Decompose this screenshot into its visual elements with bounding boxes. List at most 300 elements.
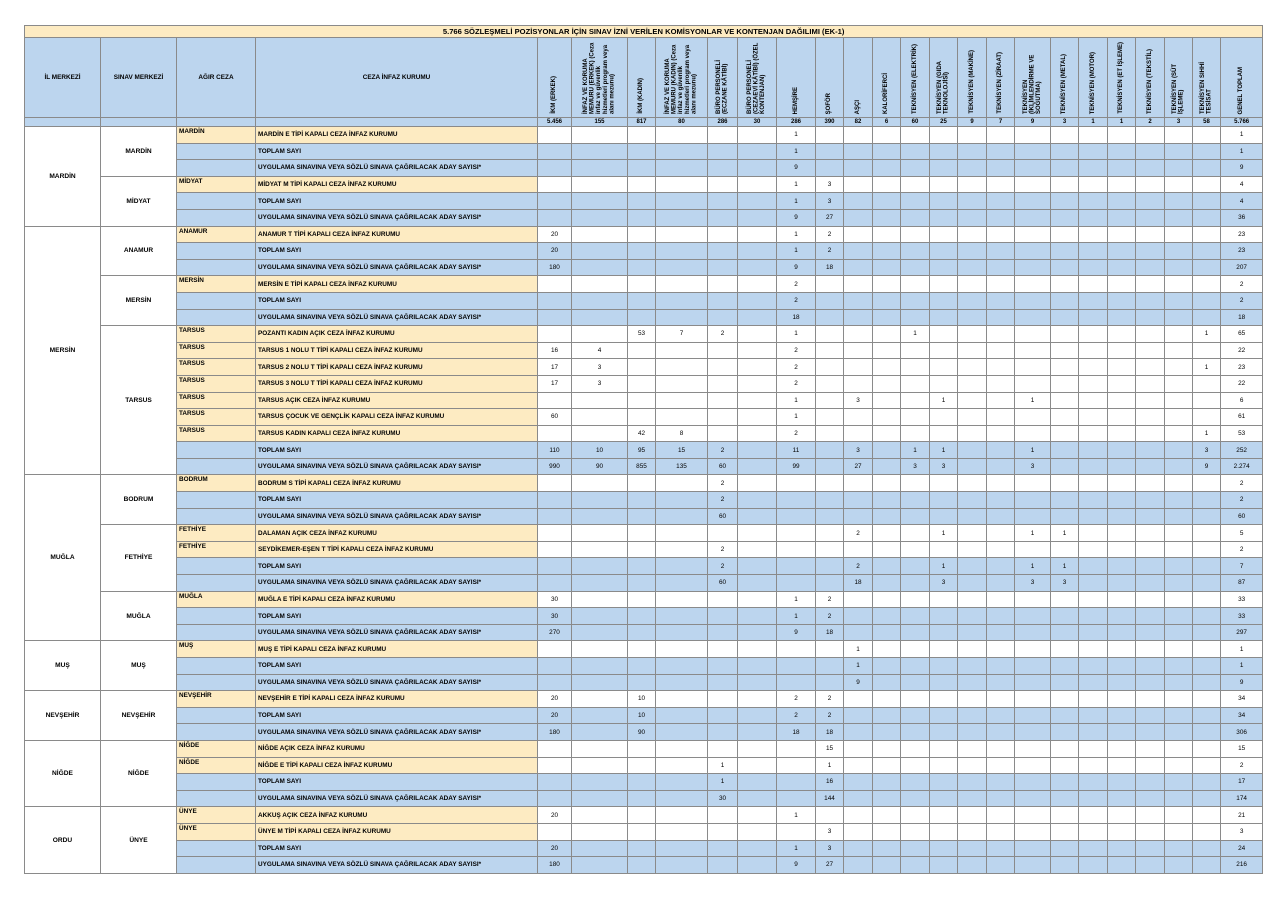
value-cell bbox=[1015, 757, 1051, 774]
value-cell bbox=[816, 492, 844, 509]
institution-name: MERSİN E TİPİ KAPALI CEZA İNFAZ KURUMU bbox=[256, 276, 538, 293]
value-cell bbox=[930, 774, 958, 791]
value-cell bbox=[538, 127, 572, 144]
value-cell bbox=[1193, 375, 1221, 392]
value-cell bbox=[930, 425, 958, 442]
value-cell bbox=[1165, 276, 1193, 293]
value-cell bbox=[958, 392, 987, 409]
quota-total-cell: 25 bbox=[930, 118, 958, 127]
value-cell bbox=[1193, 193, 1221, 210]
value-cell bbox=[1079, 840, 1108, 857]
value-cell bbox=[1051, 243, 1079, 260]
value-cell bbox=[708, 823, 738, 840]
value-cell bbox=[1015, 674, 1051, 691]
header-position-label: TEKNİSYEN (GIDA TEKNOLOJİSİ) bbox=[936, 61, 950, 114]
value-cell bbox=[708, 176, 738, 193]
value-cell bbox=[656, 823, 708, 840]
value-cell bbox=[1193, 823, 1221, 840]
value-cell bbox=[538, 790, 572, 807]
value-cell: 1 bbox=[901, 442, 930, 459]
value-cell: 3 bbox=[930, 575, 958, 592]
value-cell bbox=[1079, 143, 1108, 160]
value-cell bbox=[1051, 541, 1079, 558]
value-cell bbox=[1136, 807, 1165, 824]
value-cell bbox=[958, 160, 987, 177]
agir-ceza-cell: NEVŞEHİR bbox=[177, 691, 256, 708]
value-cell: 1 bbox=[1221, 143, 1263, 160]
value-cell bbox=[1051, 492, 1079, 509]
value-cell: 2 bbox=[816, 226, 844, 243]
value-cell: 90 bbox=[628, 724, 656, 741]
total-row bbox=[25, 608, 1263, 625]
value-cell bbox=[1079, 757, 1108, 774]
value-cell: 3 bbox=[572, 375, 628, 392]
value-cell: 18 bbox=[777, 724, 816, 741]
value-cell bbox=[656, 276, 708, 293]
quota-total-cell: 1 bbox=[1108, 118, 1136, 127]
value-cell bbox=[1051, 392, 1079, 409]
header-position-label: BÜRO PERSONELİ (CEZAEVİ KÂTİBİ) (ÖZEL KONTENJAN) bbox=[747, 42, 767, 114]
quota-total-cell: 60 bbox=[901, 118, 930, 127]
il-merkezi-cell: MUĞLA bbox=[25, 475, 101, 641]
value-cell bbox=[1015, 658, 1051, 675]
value-cell bbox=[987, 425, 1015, 442]
value-cell bbox=[1108, 425, 1136, 442]
institution-row bbox=[25, 375, 1263, 392]
value-cell bbox=[1015, 342, 1051, 359]
institution-row bbox=[25, 425, 1263, 442]
value-cell bbox=[987, 409, 1015, 426]
institution-row bbox=[25, 591, 1263, 608]
total-row bbox=[25, 492, 1263, 509]
candidate-count-label: UYGULAMA SINAVINA VEYA SÖZLÜ SINAVA ÇAĞRILACAK ADAY SAYISI* bbox=[256, 458, 538, 475]
value-cell bbox=[1165, 740, 1193, 757]
agir-ceza-cell bbox=[177, 724, 256, 741]
header-position-label: GENEL TOPLAM bbox=[1238, 66, 1245, 114]
value-cell bbox=[958, 375, 987, 392]
value-cell bbox=[628, 575, 656, 592]
value-cell: 1 bbox=[777, 409, 816, 426]
value-cell bbox=[901, 658, 930, 675]
value-cell bbox=[572, 292, 628, 309]
quota-total-cell: 1 bbox=[1079, 118, 1108, 127]
value-cell bbox=[1051, 442, 1079, 459]
value-cell bbox=[1165, 525, 1193, 542]
value-cell bbox=[1165, 774, 1193, 791]
value-cell: 2 bbox=[708, 442, 738, 459]
sinav-merkezi-cell: NİĞDE bbox=[101, 740, 177, 806]
value-cell bbox=[958, 740, 987, 757]
value-cell bbox=[873, 326, 901, 343]
value-cell bbox=[873, 193, 901, 210]
value-cell bbox=[1193, 724, 1221, 741]
value-cell bbox=[1108, 442, 1136, 459]
value-cell: 1 bbox=[777, 193, 816, 210]
value-cell bbox=[572, 674, 628, 691]
value-cell: 2 bbox=[816, 707, 844, 724]
value-cell: 2 bbox=[777, 342, 816, 359]
value-cell: 61 bbox=[1221, 409, 1263, 426]
value-cell bbox=[1015, 127, 1051, 144]
value-cell bbox=[844, 276, 873, 293]
value-cell bbox=[708, 608, 738, 625]
value-cell bbox=[987, 160, 1015, 177]
value-cell bbox=[1165, 823, 1193, 840]
candidate-count-label: UYGULAMA SINAVINA VEYA SÖZLÜ SINAVA ÇAĞRILACAK ADAY SAYISI* bbox=[256, 624, 538, 641]
value-cell bbox=[538, 658, 572, 675]
header-position-label: TEKNİSYEN (MAKİNE) bbox=[968, 50, 975, 114]
institution-name: TARSUS AÇIK CEZA İNFAZ KURUMU bbox=[256, 392, 538, 409]
value-cell bbox=[987, 774, 1015, 791]
value-cell bbox=[572, 558, 628, 575]
header-position-label: ŞOFÖR bbox=[826, 92, 833, 114]
value-cell bbox=[958, 641, 987, 658]
value-cell bbox=[777, 757, 816, 774]
value-cell bbox=[1015, 823, 1051, 840]
value-cell bbox=[1193, 342, 1221, 359]
sinav-merkezi-cell: FETHİYE bbox=[101, 525, 177, 591]
value-cell bbox=[958, 458, 987, 475]
value-cell bbox=[901, 409, 930, 426]
institution-name: ANAMUR T TİPİ KAPALI CEZA İNFAZ KURUMU bbox=[256, 226, 538, 243]
value-cell bbox=[930, 309, 958, 326]
value-cell bbox=[958, 409, 987, 426]
value-cell bbox=[572, 823, 628, 840]
value-cell bbox=[656, 541, 708, 558]
header-position-label: TEKNİSYEN (METAL) bbox=[1061, 53, 1068, 114]
value-cell bbox=[930, 193, 958, 210]
value-cell bbox=[958, 359, 987, 376]
value-cell bbox=[1079, 292, 1108, 309]
institution-row bbox=[25, 342, 1263, 359]
value-cell bbox=[1193, 658, 1221, 675]
value-cell: 60 bbox=[708, 458, 738, 475]
value-cell bbox=[656, 591, 708, 608]
value-cell bbox=[1165, 674, 1193, 691]
value-cell bbox=[708, 292, 738, 309]
value-cell bbox=[1015, 309, 1051, 326]
value-cell bbox=[816, 160, 844, 177]
value-cell: 3 bbox=[816, 840, 844, 857]
header-position-label: TEKNİSYEN (ELEKTRİK) bbox=[911, 43, 918, 114]
value-cell: 3 bbox=[1193, 442, 1221, 459]
institution-row bbox=[25, 176, 1263, 193]
value-cell: 2 bbox=[1221, 276, 1263, 293]
value-cell bbox=[987, 458, 1015, 475]
institution-row bbox=[25, 541, 1263, 558]
header-position-label: TEKNİSYEN SIHHİ TESİSAT bbox=[1199, 61, 1213, 114]
value-cell bbox=[572, 193, 628, 210]
quota-total-cell: 286 bbox=[777, 118, 816, 127]
value-cell: 3 bbox=[816, 176, 844, 193]
value-cell bbox=[572, 392, 628, 409]
header-position-label: KALORİFERCİ bbox=[883, 73, 890, 114]
value-cell bbox=[844, 409, 873, 426]
value-cell bbox=[738, 392, 777, 409]
value-cell bbox=[901, 575, 930, 592]
institution-name: NİĞDE AÇIK CEZA İNFAZ KURUMU bbox=[256, 740, 538, 757]
value-cell bbox=[816, 342, 844, 359]
value-cell bbox=[628, 392, 656, 409]
value-cell: 3 bbox=[1221, 823, 1263, 840]
value-cell bbox=[1079, 691, 1108, 708]
value-cell bbox=[958, 226, 987, 243]
value-cell bbox=[1165, 508, 1193, 525]
value-cell bbox=[901, 209, 930, 226]
value-cell bbox=[1193, 243, 1221, 260]
value-cell bbox=[958, 492, 987, 509]
value-cell bbox=[1108, 757, 1136, 774]
value-cell bbox=[1051, 840, 1079, 857]
quota-total-cell: 30 bbox=[738, 118, 777, 127]
value-cell bbox=[958, 558, 987, 575]
value-cell bbox=[873, 724, 901, 741]
value-cell bbox=[1165, 326, 1193, 343]
value-cell bbox=[628, 558, 656, 575]
value-cell bbox=[930, 508, 958, 525]
value-cell: 2 bbox=[777, 276, 816, 293]
value-cell bbox=[738, 724, 777, 741]
value-cell bbox=[1136, 425, 1165, 442]
value-cell bbox=[930, 359, 958, 376]
header-sinav-merkezi: SINAV MERKEZİ bbox=[101, 38, 177, 118]
value-cell bbox=[901, 724, 930, 741]
header-position-label: TEKNİSYEN (SÜT İŞLEME) bbox=[1171, 63, 1185, 114]
value-cell bbox=[1193, 674, 1221, 691]
value-cell bbox=[930, 641, 958, 658]
institution-row bbox=[25, 641, 1263, 658]
value-cell bbox=[987, 790, 1015, 807]
value-cell bbox=[987, 143, 1015, 160]
value-cell bbox=[656, 624, 708, 641]
value-cell bbox=[738, 608, 777, 625]
value-cell bbox=[901, 558, 930, 575]
value-cell bbox=[1136, 127, 1165, 144]
value-cell bbox=[1193, 740, 1221, 757]
header-position bbox=[873, 38, 901, 118]
value-cell bbox=[1165, 342, 1193, 359]
value-cell bbox=[628, 807, 656, 824]
value-cell bbox=[844, 243, 873, 260]
value-cell bbox=[777, 575, 816, 592]
value-cell bbox=[1079, 160, 1108, 177]
value-cell bbox=[901, 127, 930, 144]
value-cell bbox=[1079, 608, 1108, 625]
header-position bbox=[987, 38, 1015, 118]
value-cell: 7 bbox=[656, 326, 708, 343]
value-cell: 99 bbox=[777, 458, 816, 475]
value-cell bbox=[572, 326, 628, 343]
value-cell bbox=[1136, 409, 1165, 426]
quota-spacer bbox=[25, 118, 101, 127]
total-label: TOPLAM SAYI bbox=[256, 707, 538, 724]
value-cell bbox=[656, 226, 708, 243]
header-position bbox=[1193, 38, 1221, 118]
value-cell: 7 bbox=[1221, 558, 1263, 575]
value-cell bbox=[538, 757, 572, 774]
value-cell bbox=[1108, 807, 1136, 824]
value-cell bbox=[572, 624, 628, 641]
value-cell bbox=[1079, 508, 1108, 525]
value-cell bbox=[538, 740, 572, 757]
value-cell bbox=[1193, 707, 1221, 724]
value-cell bbox=[873, 857, 901, 874]
value-cell bbox=[538, 309, 572, 326]
value-cell bbox=[1108, 624, 1136, 641]
value-cell bbox=[1015, 160, 1051, 177]
value-cell bbox=[844, 840, 873, 857]
header-position-label: İNFAZ VE KORUMA MEMURU (ERKEK) (Ceza infaz ve güvenlik hizmetleri program veya alanı mezunu) bbox=[583, 42, 616, 114]
agir-ceza-cell bbox=[177, 774, 256, 791]
agir-ceza-cell: MERSİN bbox=[177, 276, 256, 293]
value-cell bbox=[572, 259, 628, 276]
institution-name: TARSUS KADIN KAPALI CEZA İNFAZ KURUMU bbox=[256, 425, 538, 442]
value-cell bbox=[930, 707, 958, 724]
value-cell bbox=[1136, 259, 1165, 276]
value-cell bbox=[1015, 691, 1051, 708]
value-cell: 135 bbox=[656, 458, 708, 475]
value-cell bbox=[873, 160, 901, 177]
total-row bbox=[25, 243, 1263, 260]
value-cell bbox=[1108, 309, 1136, 326]
value-cell bbox=[1079, 309, 1108, 326]
value-cell bbox=[873, 558, 901, 575]
value-cell bbox=[738, 209, 777, 226]
total-label: TOPLAM SAYI bbox=[256, 492, 538, 509]
value-cell bbox=[572, 475, 628, 492]
value-cell bbox=[1165, 575, 1193, 592]
value-cell: 216 bbox=[1221, 857, 1263, 874]
value-cell bbox=[1079, 375, 1108, 392]
value-cell bbox=[816, 575, 844, 592]
institution-row bbox=[25, 127, 1263, 144]
value-cell bbox=[1015, 840, 1051, 857]
value-cell bbox=[901, 608, 930, 625]
value-cell: 1 bbox=[844, 641, 873, 658]
value-cell: 30 bbox=[708, 790, 738, 807]
total-label: TOPLAM SAYI bbox=[256, 292, 538, 309]
value-cell bbox=[816, 392, 844, 409]
value-cell bbox=[1108, 608, 1136, 625]
value-cell: 18 bbox=[816, 259, 844, 276]
institution-row bbox=[25, 392, 1263, 409]
institution-name: TARSUS 2 NOLU T TİPİ KAPALI CEZA İNFAZ KURUMU bbox=[256, 359, 538, 376]
value-cell bbox=[708, 375, 738, 392]
value-cell bbox=[816, 127, 844, 144]
value-cell bbox=[930, 475, 958, 492]
value-cell bbox=[816, 442, 844, 459]
value-cell bbox=[738, 193, 777, 210]
candidate-count-row bbox=[25, 790, 1263, 807]
value-cell: 297 bbox=[1221, 624, 1263, 641]
value-cell: 60 bbox=[1221, 508, 1263, 525]
value-cell bbox=[1108, 541, 1136, 558]
value-cell: 1 bbox=[844, 658, 873, 675]
value-cell bbox=[572, 492, 628, 509]
value-cell bbox=[1051, 326, 1079, 343]
value-cell bbox=[656, 575, 708, 592]
quota-total-cell: 3 bbox=[1165, 118, 1193, 127]
value-cell bbox=[538, 492, 572, 509]
value-cell bbox=[958, 425, 987, 442]
value-cell: 9 bbox=[777, 857, 816, 874]
value-cell bbox=[1015, 193, 1051, 210]
value-cell bbox=[958, 757, 987, 774]
value-cell: 1 bbox=[930, 558, 958, 575]
value-cell bbox=[1079, 259, 1108, 276]
agir-ceza-cell: TARSUS bbox=[177, 326, 256, 343]
institution-row bbox=[25, 691, 1263, 708]
il-merkezi-cell: MERSİN bbox=[25, 226, 101, 475]
quota-total-cell: 9 bbox=[1015, 118, 1051, 127]
value-cell bbox=[873, 740, 901, 757]
value-cell bbox=[572, 541, 628, 558]
value-cell bbox=[930, 857, 958, 874]
value-cell bbox=[708, 525, 738, 542]
candidate-count-row bbox=[25, 160, 1263, 177]
value-cell bbox=[873, 292, 901, 309]
value-cell: 17 bbox=[538, 359, 572, 376]
quota-total-cell: 58 bbox=[1193, 118, 1221, 127]
value-cell bbox=[1165, 193, 1193, 210]
value-cell bbox=[628, 259, 656, 276]
value-cell bbox=[901, 292, 930, 309]
value-cell: 1 bbox=[777, 127, 816, 144]
value-cell bbox=[738, 259, 777, 276]
value-cell bbox=[1079, 541, 1108, 558]
value-cell bbox=[1193, 276, 1221, 293]
value-cell bbox=[1079, 575, 1108, 592]
candidate-count-row bbox=[25, 259, 1263, 276]
value-cell bbox=[656, 209, 708, 226]
value-cell: 4 bbox=[572, 342, 628, 359]
agir-ceza-cell bbox=[177, 209, 256, 226]
value-cell: 27 bbox=[816, 857, 844, 874]
agir-ceza-cell: TARSUS bbox=[177, 392, 256, 409]
value-cell bbox=[901, 259, 930, 276]
value-cell bbox=[901, 243, 930, 260]
value-cell bbox=[1079, 359, 1108, 376]
value-cell bbox=[930, 807, 958, 824]
header-position-label: TEKNİSYEN (ET İŞLEME) bbox=[1118, 42, 1125, 114]
header-position bbox=[708, 38, 738, 118]
value-cell bbox=[987, 658, 1015, 675]
sinav-merkezi-cell: ANAMUR bbox=[101, 226, 177, 276]
sinav-merkezi-cell: NEVŞEHİR bbox=[101, 691, 177, 741]
value-cell bbox=[1051, 458, 1079, 475]
value-cell bbox=[656, 243, 708, 260]
value-cell bbox=[987, 309, 1015, 326]
value-cell bbox=[1165, 658, 1193, 675]
agir-ceza-cell bbox=[177, 857, 256, 874]
value-cell bbox=[987, 707, 1015, 724]
value-cell bbox=[987, 492, 1015, 509]
agir-ceza-cell: MUŞ bbox=[177, 641, 256, 658]
value-cell bbox=[572, 508, 628, 525]
value-cell bbox=[873, 691, 901, 708]
value-cell bbox=[1051, 309, 1079, 326]
value-cell bbox=[1165, 226, 1193, 243]
value-cell bbox=[987, 807, 1015, 824]
value-cell bbox=[1051, 209, 1079, 226]
value-cell bbox=[930, 160, 958, 177]
value-cell bbox=[1165, 840, 1193, 857]
value-cell bbox=[1193, 774, 1221, 791]
value-cell: 1 bbox=[777, 143, 816, 160]
value-cell bbox=[738, 492, 777, 509]
value-cell bbox=[958, 209, 987, 226]
value-cell bbox=[873, 425, 901, 442]
